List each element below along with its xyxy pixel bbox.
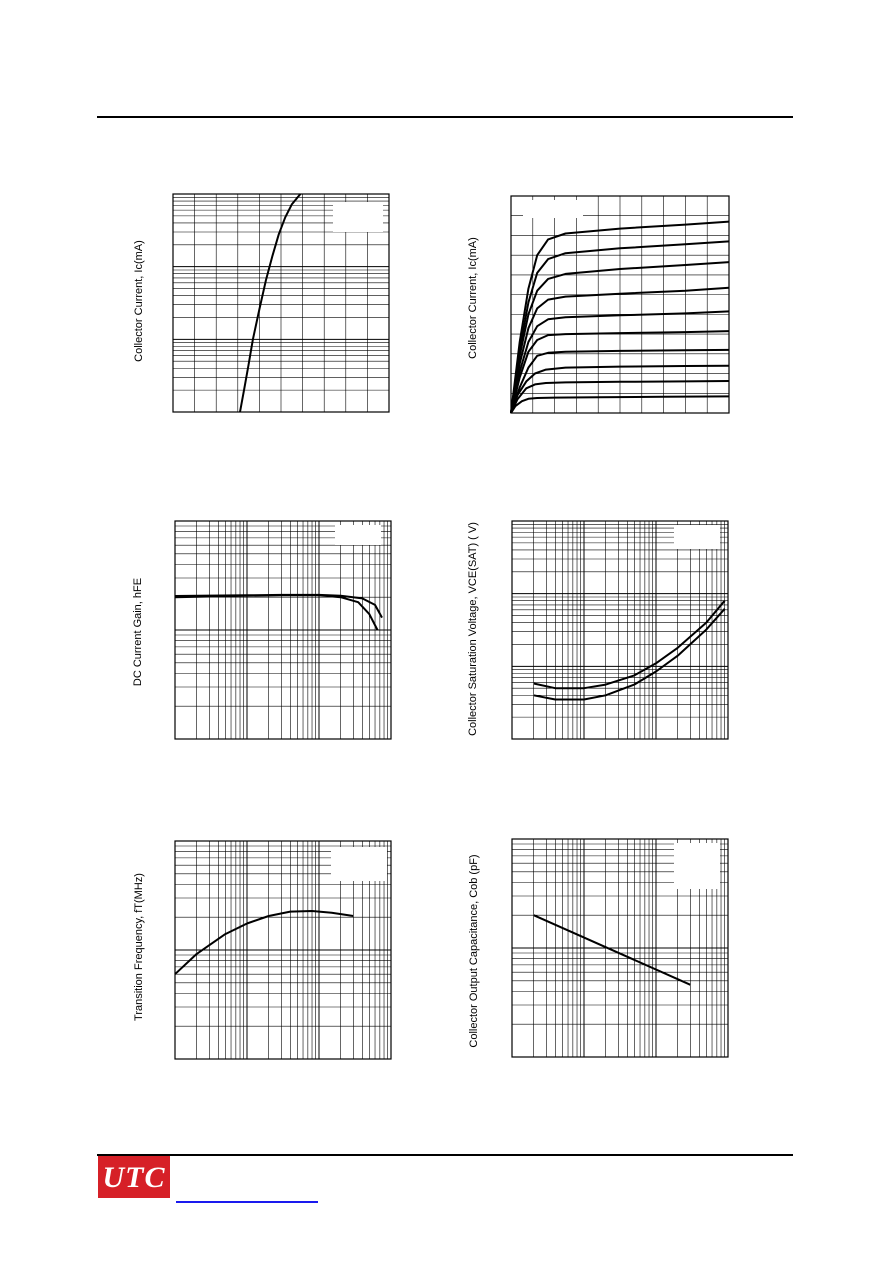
- y-axis-label: Collector Current, Ic(mA): [133, 240, 145, 362]
- legend-box: [674, 843, 720, 889]
- legend-box: [674, 525, 720, 549]
- footer-rule: [97, 1154, 793, 1156]
- utc-logo: UTC: [98, 1156, 170, 1198]
- series-line-0: [175, 595, 378, 630]
- grid: [175, 521, 391, 739]
- series-line-0: [534, 915, 691, 985]
- series-line-0: [240, 194, 300, 412]
- y-axis-label: [131, 472, 145, 792]
- y-axis-label: Transition Frequency, fT(MHz): [133, 873, 145, 1021]
- series-line-1: [175, 595, 382, 618]
- output-capacitance-chart: [511, 838, 729, 1058]
- y-axis-label-text: DC Current Gain, hFE: [132, 577, 144, 687]
- website-link-underline[interactable]: [176, 1187, 318, 1203]
- legend-box: [523, 200, 583, 218]
- legend-box: [335, 525, 381, 545]
- header-rule: [97, 116, 793, 118]
- vce-sat-chart: [511, 520, 729, 740]
- dc-current-gain-chart: [174, 520, 392, 740]
- ic-vbe-chart: [172, 193, 390, 413]
- series-line-0: [175, 911, 353, 974]
- legend-box: [331, 847, 387, 881]
- transition-frequency-chart: [174, 840, 392, 1060]
- plot-frame: [512, 521, 728, 739]
- y-axis-label: Collector Saturation Voltage, VCE(SAT) ( V): [467, 522, 479, 736]
- y-axis-label: Collector Current, Ic(mA): [467, 237, 479, 359]
- legend-box: [333, 202, 383, 232]
- grid: [512, 521, 728, 739]
- output-characteristics-chart: [510, 195, 730, 414]
- y-axis-label: Collector Output Capacitance, Cob (pF): [468, 854, 480, 1048]
